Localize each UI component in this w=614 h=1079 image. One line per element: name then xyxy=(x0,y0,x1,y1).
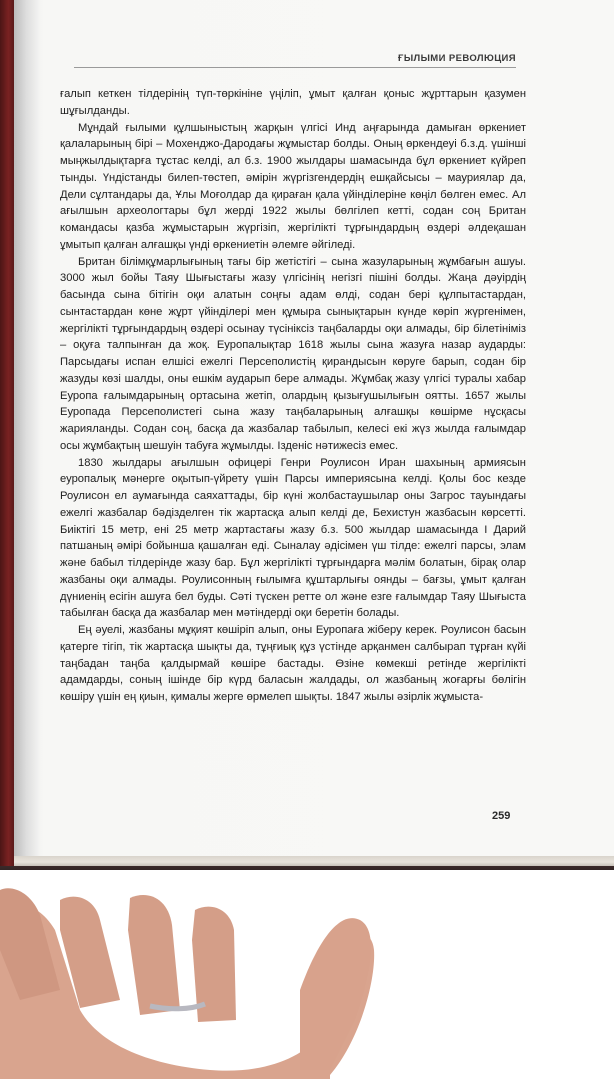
paragraph-4: 1830 жылдары ағылшын офицері Генри Роулисон Иран шахының армиясын еуропалық мәнерге оқытып-үйрету үшін Парсы империясына келді. Қолы бос кезде Роулисон ел аумағында саяхаттады, бір күні жолбастаушылар оны Загрос тауындағы ежелгі жазбалар бәдізделген тік жартасқа алып келді де, Бехистун жазбасын көрсетті. Биіктігі 15 метр, ені 25 метр жартастағы жазу б.з. 500 жылдар шамасында І Дарий патшаның әмірі бойынша қашалған еді. Сыналау әдісімен үш тілде: ежелгі парсы, элам және бабыл тілдерінде жазу бар. Бұл жергілікті тұрғындарға мәлім болатын, бірақ олар жазбаны оқи алмады. Роулисонның ғылымға құштарлығы оянды – бағзы, ұмыт қалған дүниенің есігін ашуға бел буды. Сәті түскен ретте ол және езге ғалымдар Таяу Шығыста табылған басқа да жазбалар мен мәтіндерді оқи беретін болады. xyxy=(60,456,526,620)
book-cover-edge xyxy=(0,0,14,880)
hand-image xyxy=(0,870,614,1079)
page-number: 259 xyxy=(492,810,511,822)
paragraph-1: ғалып кеткен тілдерінің түп-төркініне үңіліп, ұмыт қалған қоныс жұрттарын қазумен шұғылданды. xyxy=(60,88,526,117)
book-page xyxy=(14,0,614,862)
page-content xyxy=(14,0,614,862)
page-stack-edge xyxy=(14,856,614,866)
body-text xyxy=(60,86,526,706)
paragraph-3: Британ білімқұмарлығының тағы бір жетістігі – сына жазуларының жұмбағын ашуы. 3000 жыл бойы Таяу Шығыстағы жазу үлгісінің негізгі пішіні болды. Жаңа дәуірдің басында сына бітігін оқи алатын соңғы адам өлді, содан бері құлпытастардан, сынтастардан көне жұрт үйінділері мен құмыра сынықтарын күнде көріп жүргенімен, жергілікті тұрғындардың өздері осынау түсініксіз таңбаларды оқи алмады, бір білетініміз – оқуға талпынған да жоқ. Еуропалықтар 1618 жылы сына жазуға назар аударды: Парсыдағы испан елшісі ежелгі Персеполистің қирандысын көруге барып, содан бір жазуды көзі шалды, оны ешкім аударып бере алмады. Жұмбақ жазу үлгісі туралы хабар Еуропа ғалымдарының ортасына жетіп, олардың қызығушылығын оятты. 1657 жылы Еуропада Персеполистегі сына жазу таңбаларының алғашқы көшірме нұсқасы жарияланды. Содан соң, басқа да жазбалар табылып, келесі екі жүз жылда ғалымдар осы жұмбақтың шешуін табуға жұмылды. Ізденіс нәтижесіз емес. xyxy=(60,255,526,452)
paragraph-5: Ең әуелі, жазбаны мұқият көшіріп алып, оны Еуропаға жіберу керек. Роулисон басын қатерге тігіп, тік жартасқа шықты да, тұңғиық құз үстінде арқанмен салбырап тұрған күйі таңбадан таңба қалдырмай көшіре бастады. Өзіне көмекші ретінде жергілікті адамдарды, соның ішінде бір күрд баласын жалдады, ол жазбаның жоғарғы бөлігін көшіру үшін ең қиын, қималы жерге өрмелеп шықты. 1847 жылы әзірлік жұмыста- xyxy=(60,624,526,703)
paragraph-2: Мұндай ғылыми құлшыныстың жарқын үлгісі Инд аңғарында дамыған өркениет қалаларының бірі – Мохенджо-Дародағы жұмыстар болды. Оның өркендеуі б.з.д. үшінші мыңжылдықтарға тұстас келді, ал б.з. 1900 жылдары шамасында бұл өркениет күйреп тынды. Үндістанды билеп-төстеп, әмірін жүргізгендердің ешқайсысы – мауриялар да, Дели сұлтандары да, Ұлы Моғолдар да қираған қала үйінділеріне көңіл бөлген емес. Ал ағылшын археологтары бұл жерді 1922 жылы бөлгілеп кетті, содан соң Британ командасы қазба жұмыстарын жүргізіп, жергілікті тұрғындардың өздері әлдеқашан ұмытып қалған алғашқы үнді өркениетін әлемге әйгіледі. xyxy=(60,121,526,251)
running-head: ҒЫЛЫМИ РЕВОЛЮЦИЯ xyxy=(74,53,516,68)
